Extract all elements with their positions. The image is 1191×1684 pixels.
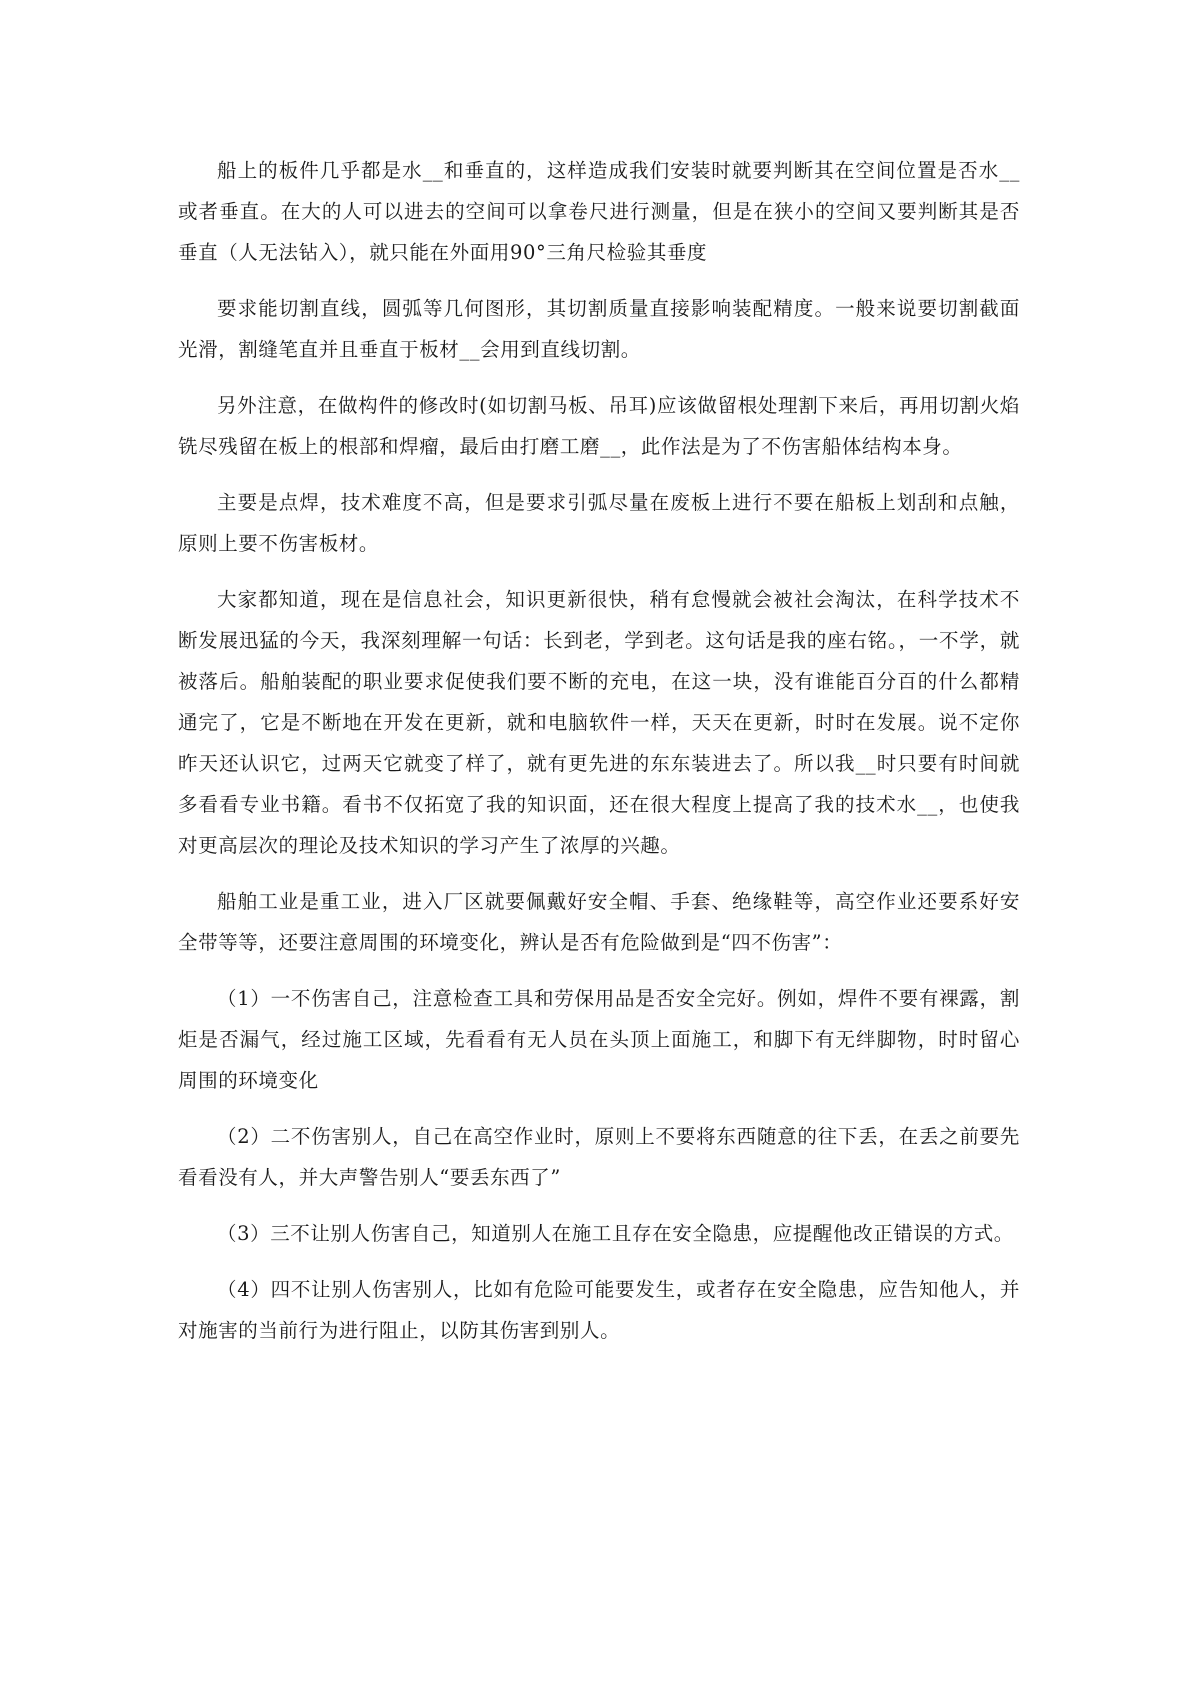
paragraph-board-alignment: 船上的板件几乎都是水__和垂直的，这样造成我们安装时就要判断其在空间位置是否水__或者垂直。在大的人可以进去的空间可以拿卷尺进行测量，但是在狭小的空间又要判断其是否垂直（人无法钻入），就只能在外面用90°三角尺检验其垂度: [178, 159, 1020, 264]
paragraph-cutting-requirements: 要求能切割直线，圆弧等几何图形，其切割质量直接影响装配精度。一般来说要切割截面光滑，割缝笔直并且垂直于板材__会用到直线切割。: [178, 297, 1020, 361]
paragraph-safety-rule-2: （2）二不伤害别人，自己在高空作业时，原则上不要将东西随意的往下丢，在丢之前要先看看没有人，并大声警告别人“要丢东西了”: [178, 1125, 1020, 1189]
paragraph-component-modification: 另外注意，在做构件的修改时(如切割马板、吊耳)应该做留根处理割下来后，再用切割火焰铣尽残留在板上的根部和焊瘤，最后由打磨工磨__，此作法是为了不伤害船体结构本身。: [178, 394, 1020, 458]
paragraph-safety-rule-3: （3）三不让别人伤害自己，知道别人在施工且存在安全隐患，应提醒他改正错误的方式。: [217, 1222, 1014, 1245]
paragraph-continuous-learning: 大家都知道，现在是信息社会，知识更新很快，稍有怠慢就会被社会淘汰，在科学技术不断发展迅猛的今天，我深刻理解一句话：长到老，学到老。这句话是我的座右铭。，一不学，就被落后。船舶装配的职业要求促使我们要不断的充电，在这一块，没有谁能百分百的什么都精通完了，它是不断地在开发在更新，就和电脑软件一样，天天在更新，时时在发展。说不定你昨天还认识它，过两天它就变了样了，就有更先进的东东装进去了。所以我__时只要有时间就多看看专业书籍。看书不仅拓宽了我的知识面，还在很大程度上提高了我的技术水__，也使我对更高层次的理论及技术知识的学习产生了浓厚的兴趣。: [178, 588, 1020, 857]
document-body: [178, 150, 1020, 1366]
paragraph-safety-intro: 船舶工业是重工业，进入厂区就要佩戴好安全帽、手套、绝缘鞋等，高空作业还要系好安全带等等，还要注意周围的环境变化，辨认是否有危险做到是“四不伤害”：: [178, 890, 1020, 954]
paragraph-spot-welding: 主要是点焊，技术难度不高，但是要求引弧尽量在废板上进行不要在船板上划刮和点触，原则上要不伤害板材。: [178, 491, 1020, 555]
paragraph-safety-rule-4: （4）四不让别人伤害别人，比如有危险可能要发生，或者存在安全隐患，应告知他人，并对施害的当前行为进行阻止，以防其伤害到别人。: [178, 1278, 1020, 1342]
paragraph-safety-rule-1: （1）一不伤害自己，注意检查工具和劳保用品是否安全完好。例如，焊件不要有裸露，割炬是否漏气，经过施工区域，先看看有无人员在头顶上面施工，和脚下有无绊脚物，时时留心周围的环境变化: [178, 987, 1020, 1092]
